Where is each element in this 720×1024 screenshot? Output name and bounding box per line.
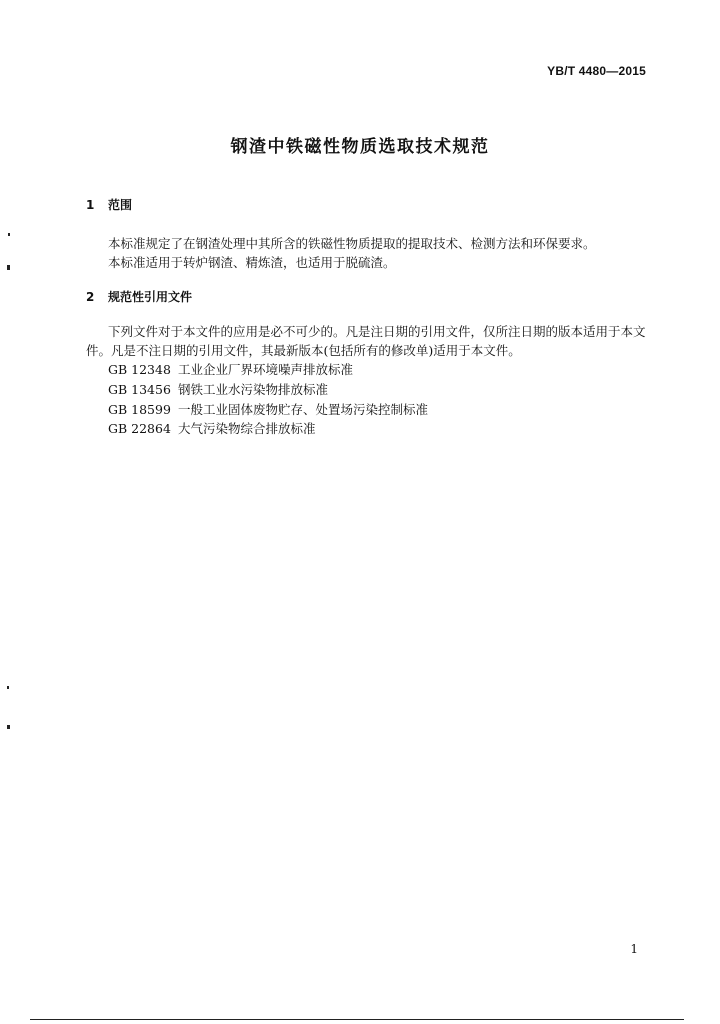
scan-speck	[8, 233, 10, 236]
section-1-para-1: 本标准规定了在钢渣处理中其所含的铁磁性物质提取的提取技术、检测方法和环保要求。	[108, 236, 596, 251]
scan-speck	[7, 686, 9, 689]
scan-speck	[7, 265, 10, 270]
section-title: 范围	[108, 198, 133, 212]
section-1-heading	[86, 196, 132, 213]
page-number: 1	[630, 942, 638, 956]
section-number: 2	[86, 290, 95, 304]
section-2-heading	[86, 288, 192, 305]
section-2-para-line-1: 下列文件对于本文件的应用是必不可少的。凡是注日期的引用文件，仅所注日期的版本适用于本文	[108, 324, 646, 339]
document-title: 钢渣中铁磁性物质选取技术规范	[230, 137, 490, 157]
scan-speck	[7, 725, 10, 729]
section-2-para-line-2: 件。凡是不注日期的引用文件，其最新版本(包括所有的修改单)适用于本文件。	[86, 343, 521, 358]
reference-item: GB 22864 大气污染物综合排放标准	[108, 421, 316, 436]
document-code: YB/T 4480—2015	[547, 64, 646, 78]
section-1-para-2: 本标准适用于转炉钢渣、精炼渣，也适用于脱硫渣。	[108, 255, 396, 270]
reference-item: GB 13456 钢铁工业水污染物排放标准	[108, 382, 329, 397]
bottom-rule	[30, 1019, 684, 1020]
reference-item: GB 18599 一般工业固体废物贮存、处置场污染控制标准	[108, 402, 429, 417]
section-number: 1	[86, 198, 95, 212]
section-title: 规范性引用文件	[108, 290, 193, 304]
reference-item: GB 12348 工业企业厂界环境噪声排放标准	[108, 362, 354, 377]
